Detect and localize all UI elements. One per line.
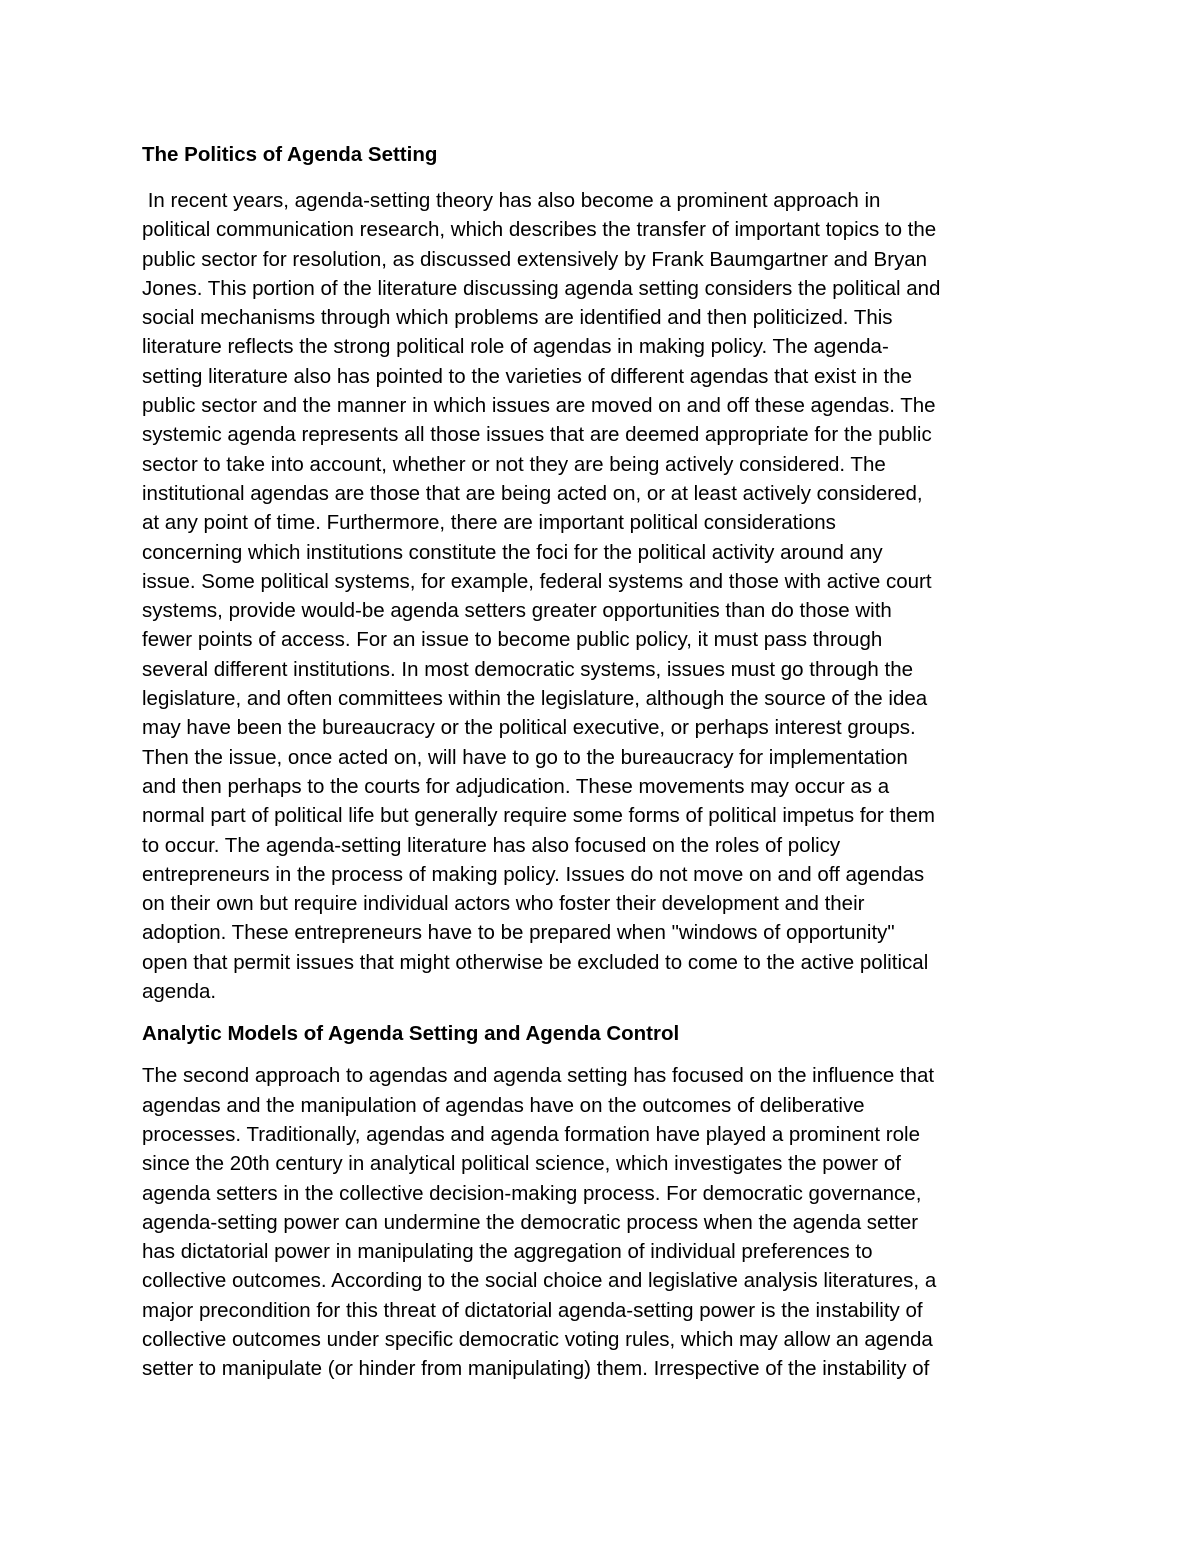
text-line: normal part of political life but generally require some forms of political impetus for them bbox=[142, 804, 936, 828]
text-line: and then perhaps to the courts for adjudication. These movements may occur as a bbox=[142, 774, 890, 798]
text-line: collective outcomes under specific democratic voting rules, which may allow an agenda bbox=[142, 1327, 933, 1351]
text-line: collective outcomes. According to the social choice and legislative analysis literatures, a bbox=[142, 1269, 937, 1293]
text-line: at any point of time. Furthermore, there are important political considerations bbox=[142, 511, 836, 535]
document-body bbox=[142, 140, 1062, 1384]
text-line: since the 20th century in analytical political science, which investigates the power of bbox=[142, 1152, 901, 1176]
text-line: has dictatorial power in manipulating the aggregation of individual preferences to bbox=[142, 1240, 873, 1264]
text-line: concerning which institutions constitute the foci for the political activity around any bbox=[142, 540, 883, 564]
paragraph-politics bbox=[142, 186, 1062, 1006]
text-line: institutional agendas are those that are being acted on, or at least actively considered, bbox=[142, 481, 923, 505]
text-line: open that permit issues that might otherwise be excluded to come to the active political bbox=[142, 950, 929, 974]
section-heading-politics: The Politics of Agenda Setting bbox=[142, 143, 438, 166]
text-line: public sector for resolution, as discussed extensively by Frank Baumgartner and Bryan bbox=[142, 247, 928, 271]
text-line: In recent years, agenda-setting theory has also become a prominent approach in bbox=[142, 189, 881, 212]
text-line: systems, provide would-be agenda setters greater opportunities than do those with bbox=[142, 599, 892, 623]
text-line: fewer points of access. For an issue to become public policy, it must pass through bbox=[142, 628, 883, 652]
text-line: social mechanisms through which problems are identified and then politicized. This bbox=[142, 306, 893, 330]
text-line: processes. Traditionally, agendas and agenda formation have played a prominent role bbox=[142, 1122, 920, 1146]
text-line: The second approach to agendas and agenda setting has focused on the influence that bbox=[142, 1064, 935, 1088]
text-line: Then the issue, once acted on, will have to go to the bureaucracy for implementation bbox=[142, 745, 908, 769]
text-line: systemic agenda represents all those issues that are deemed appropriate for the public bbox=[142, 423, 932, 447]
text-line: on their own but require individual actors who foster their development and their bbox=[142, 892, 865, 916]
section-heading-analytic: Analytic Models of Agenda Setting and Agenda Control bbox=[142, 1022, 680, 1046]
text-line: to occur. The agenda-setting literature has also focused on the roles of policy bbox=[142, 833, 841, 857]
text-line: public sector and the manner in which issues are moved on and off these agendas. The bbox=[142, 394, 936, 418]
text-line: entrepreneurs in the process of making policy. Issues do not move on and off agendas bbox=[142, 862, 925, 886]
text-line: setter to manipulate (or hinder from manipulating) them. Irrespective of the instability of bbox=[142, 1357, 930, 1381]
text-line: adoption. These entrepreneurs have to be prepared when "windows of opportunity" bbox=[142, 921, 895, 945]
paragraph-analytic bbox=[142, 1061, 1062, 1383]
text-line: major precondition for this threat of dictatorial agenda-setting power is the instability of bbox=[142, 1298, 923, 1322]
text-line: issue. Some political systems, for example, federal systems and those with active court bbox=[142, 569, 932, 593]
text-line: sector to take into account, whether or not they are being actively considered. The bbox=[142, 452, 886, 476]
text-line: agenda-setting power can undermine the democratic process when the agenda setter bbox=[142, 1210, 919, 1234]
text-line: literature reflects the strong political role of agendas in making policy. The agenda- bbox=[142, 335, 889, 359]
text-line: setting literature also has pointed to the varieties of different agendas that exist in the bbox=[142, 364, 912, 388]
text-line: may have been the bureaucracy or the political executive, or perhaps interest groups. bbox=[142, 716, 916, 740]
text-line: several different institutions. In most democratic systems, issues must go through the bbox=[142, 657, 913, 681]
text-line: agenda setters in the collective decision-making process. For democratic governance, bbox=[142, 1181, 922, 1205]
text-line: agenda. bbox=[142, 980, 217, 1004]
text-line: Jones. This portion of the literature discussing agenda setting considers the political and bbox=[142, 276, 941, 300]
text-line: political communication research, which describes the transfer of important topics to the bbox=[142, 218, 937, 242]
text-line: agendas and the manipulation of agendas have on the outcomes of deliberative bbox=[142, 1093, 865, 1117]
text-line: legislature, and often committees within the legislature, although the source of the idea bbox=[142, 687, 928, 711]
